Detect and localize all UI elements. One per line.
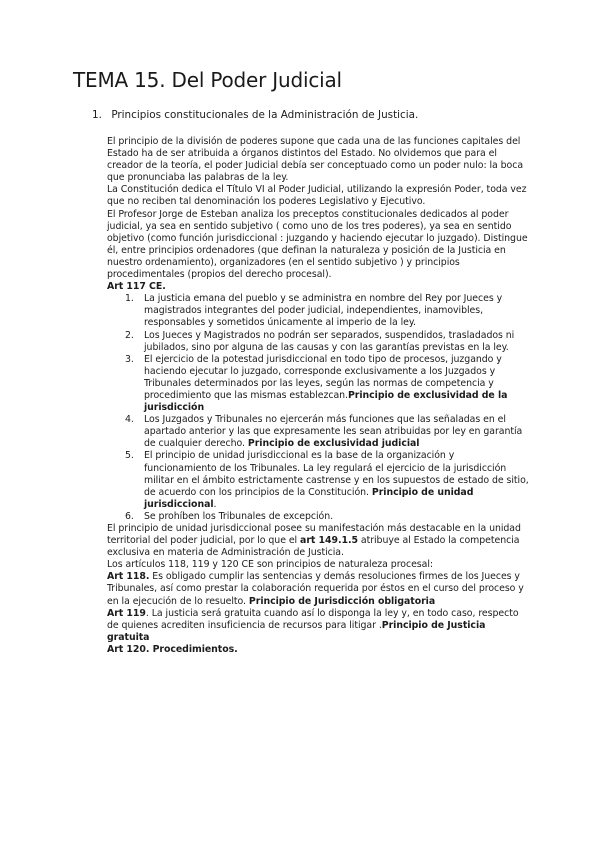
- list-item: 1. La justicia emana del pueblo y se administra en nombre del Rey por Jueces y magistrados integrantes del poder judicial, independientes, inamovibles, responsables y sometidos únicamente al imperio de la ley.: [125, 293, 503, 329]
- list-item: 5. El principio de unidad jurisdiccional es la base de la organización y funcionamiento de los Tribunales. La ley regulará el ejercicio de la jurisdicción militar en el ámbito estrictamente castrense y en los supuestos de estado de sitio, de acuerdo con los principios de la Constitución. Principio de unidad jurisdiccional.: [125, 450, 529, 510]
- paragraph-art119: Art 119. La justicia será gratuita cuando así lo disponga la ley y, en todo caso, respecto de quienes acrediten insuficiencia de recursos para litigar .Principio de Justicia gratuita: [107, 607, 519, 643]
- list-item: 2. Los Jueces y Magistrados no podrán ser separados, suspendidos, trasladados ni jubilados, sino por alguna de las causas y con las garantías previstas en la ley.: [125, 329, 515, 353]
- paragraph-jorge-de-esteban: El Profesor Jorge de Esteban analiza los preceptos constitucionales dedicados al poder judicial, ya sea en sentido subjetivo ( como uno de los tres poderes), ya sea en sentido objetivo (como función jurisdiccional : juzgando y haciendo ejecutar lo juzgado). Distingue él, entre principios ordenadores (que definan la naturaleza y posición de la Justicia en nuestro ordenamiento), organizadores (en el sentido subjetivo ) y principios procedimentales (propios del derecho procesal).: [107, 208, 528, 281]
- principle-label: Principio de unidad jurisdiccional: [144, 486, 474, 510]
- principle-label: Principio de exclusividad judicial: [247, 438, 420, 450]
- section-title: Principios constitucionales de la Administración de Justicia.: [111, 109, 419, 121]
- principle-label: Principio de exclusividad de la jurisdicción: [144, 389, 508, 414]
- paragraph-titulo-vi: La Constitución dedica el Título VI al Poder Judicial, utilizando la expresión Poder, toda vez que no reciben tal denominación los poderes Legislativo y Ejecutivo.: [107, 184, 527, 208]
- section-heading: [92, 109, 418, 121]
- list-item: 3. El ejercicio de la potestad jurisdiccional en todo tipo de procesos, juzgando y haciendo ejecutar lo juzgado, corresponde exclusivamente a los Juzgados y Tribunales determinados por las leyes, según las normas de competencia y procedimiento que las mismas establezcan.Principio de exclusividad de la jurisdicción: [125, 353, 508, 414]
- list-item: 6. Se prohíben los Tribunales de excepción.: [125, 510, 334, 522]
- paragraph-procesal-intro: Los artículos 118, 119 y 120 CE son principios de naturaleza procesal:: [107, 559, 433, 571]
- paragraph-art120: Art 120. Procedimientos.: [107, 643, 238, 655]
- document-body: [107, 136, 529, 656]
- paragraph-art118: Art 118. Es obligado cumplir las sentencias y demás resoluciones firmes de los Jueces y Tribunales, así como prestar la colaboración requerida por éstos en el curso del proceso y en la ejecución de lo resuelto. Principio de Jurisdicción obligatoria: [107, 571, 524, 607]
- art117-list: [107, 293, 529, 523]
- paragraph-unidad-jurisdiccional: El principio de unidad jurisdiccional posee su manifestación más destacable en la unidad territorial del poder judicial, por lo que el art 149.1.5 atribuye al Estado la competencia exclusiva en materia de Administración de Justicia.: [107, 523, 521, 559]
- paragraph-division-poderes: El principio de la división de poderes supone que cada una de las funciones capitales del Estado ha de ser atribuida a órganos distintos del Estado. No olvidemos que para el creador de la teoría, el poder Judicial debía ser conceptuado como un poder nulo: la boca que pronunciaba las palabras de la ley.: [107, 136, 524, 184]
- page-title: TEMA 15. Del Poder Judicial: [73, 68, 342, 92]
- list-item: 4. Los Juzgados y Tribunales no ejercerán más funciones que las señaladas en el apartado anterior y las que expresamente les sean atribuidas por ley en garantía de cualquier derecho. Principio de exclusividad judicial: [125, 414, 523, 450]
- art117-label: Art 117 CE.: [107, 281, 166, 293]
- section-number: 1.: [92, 109, 102, 121]
